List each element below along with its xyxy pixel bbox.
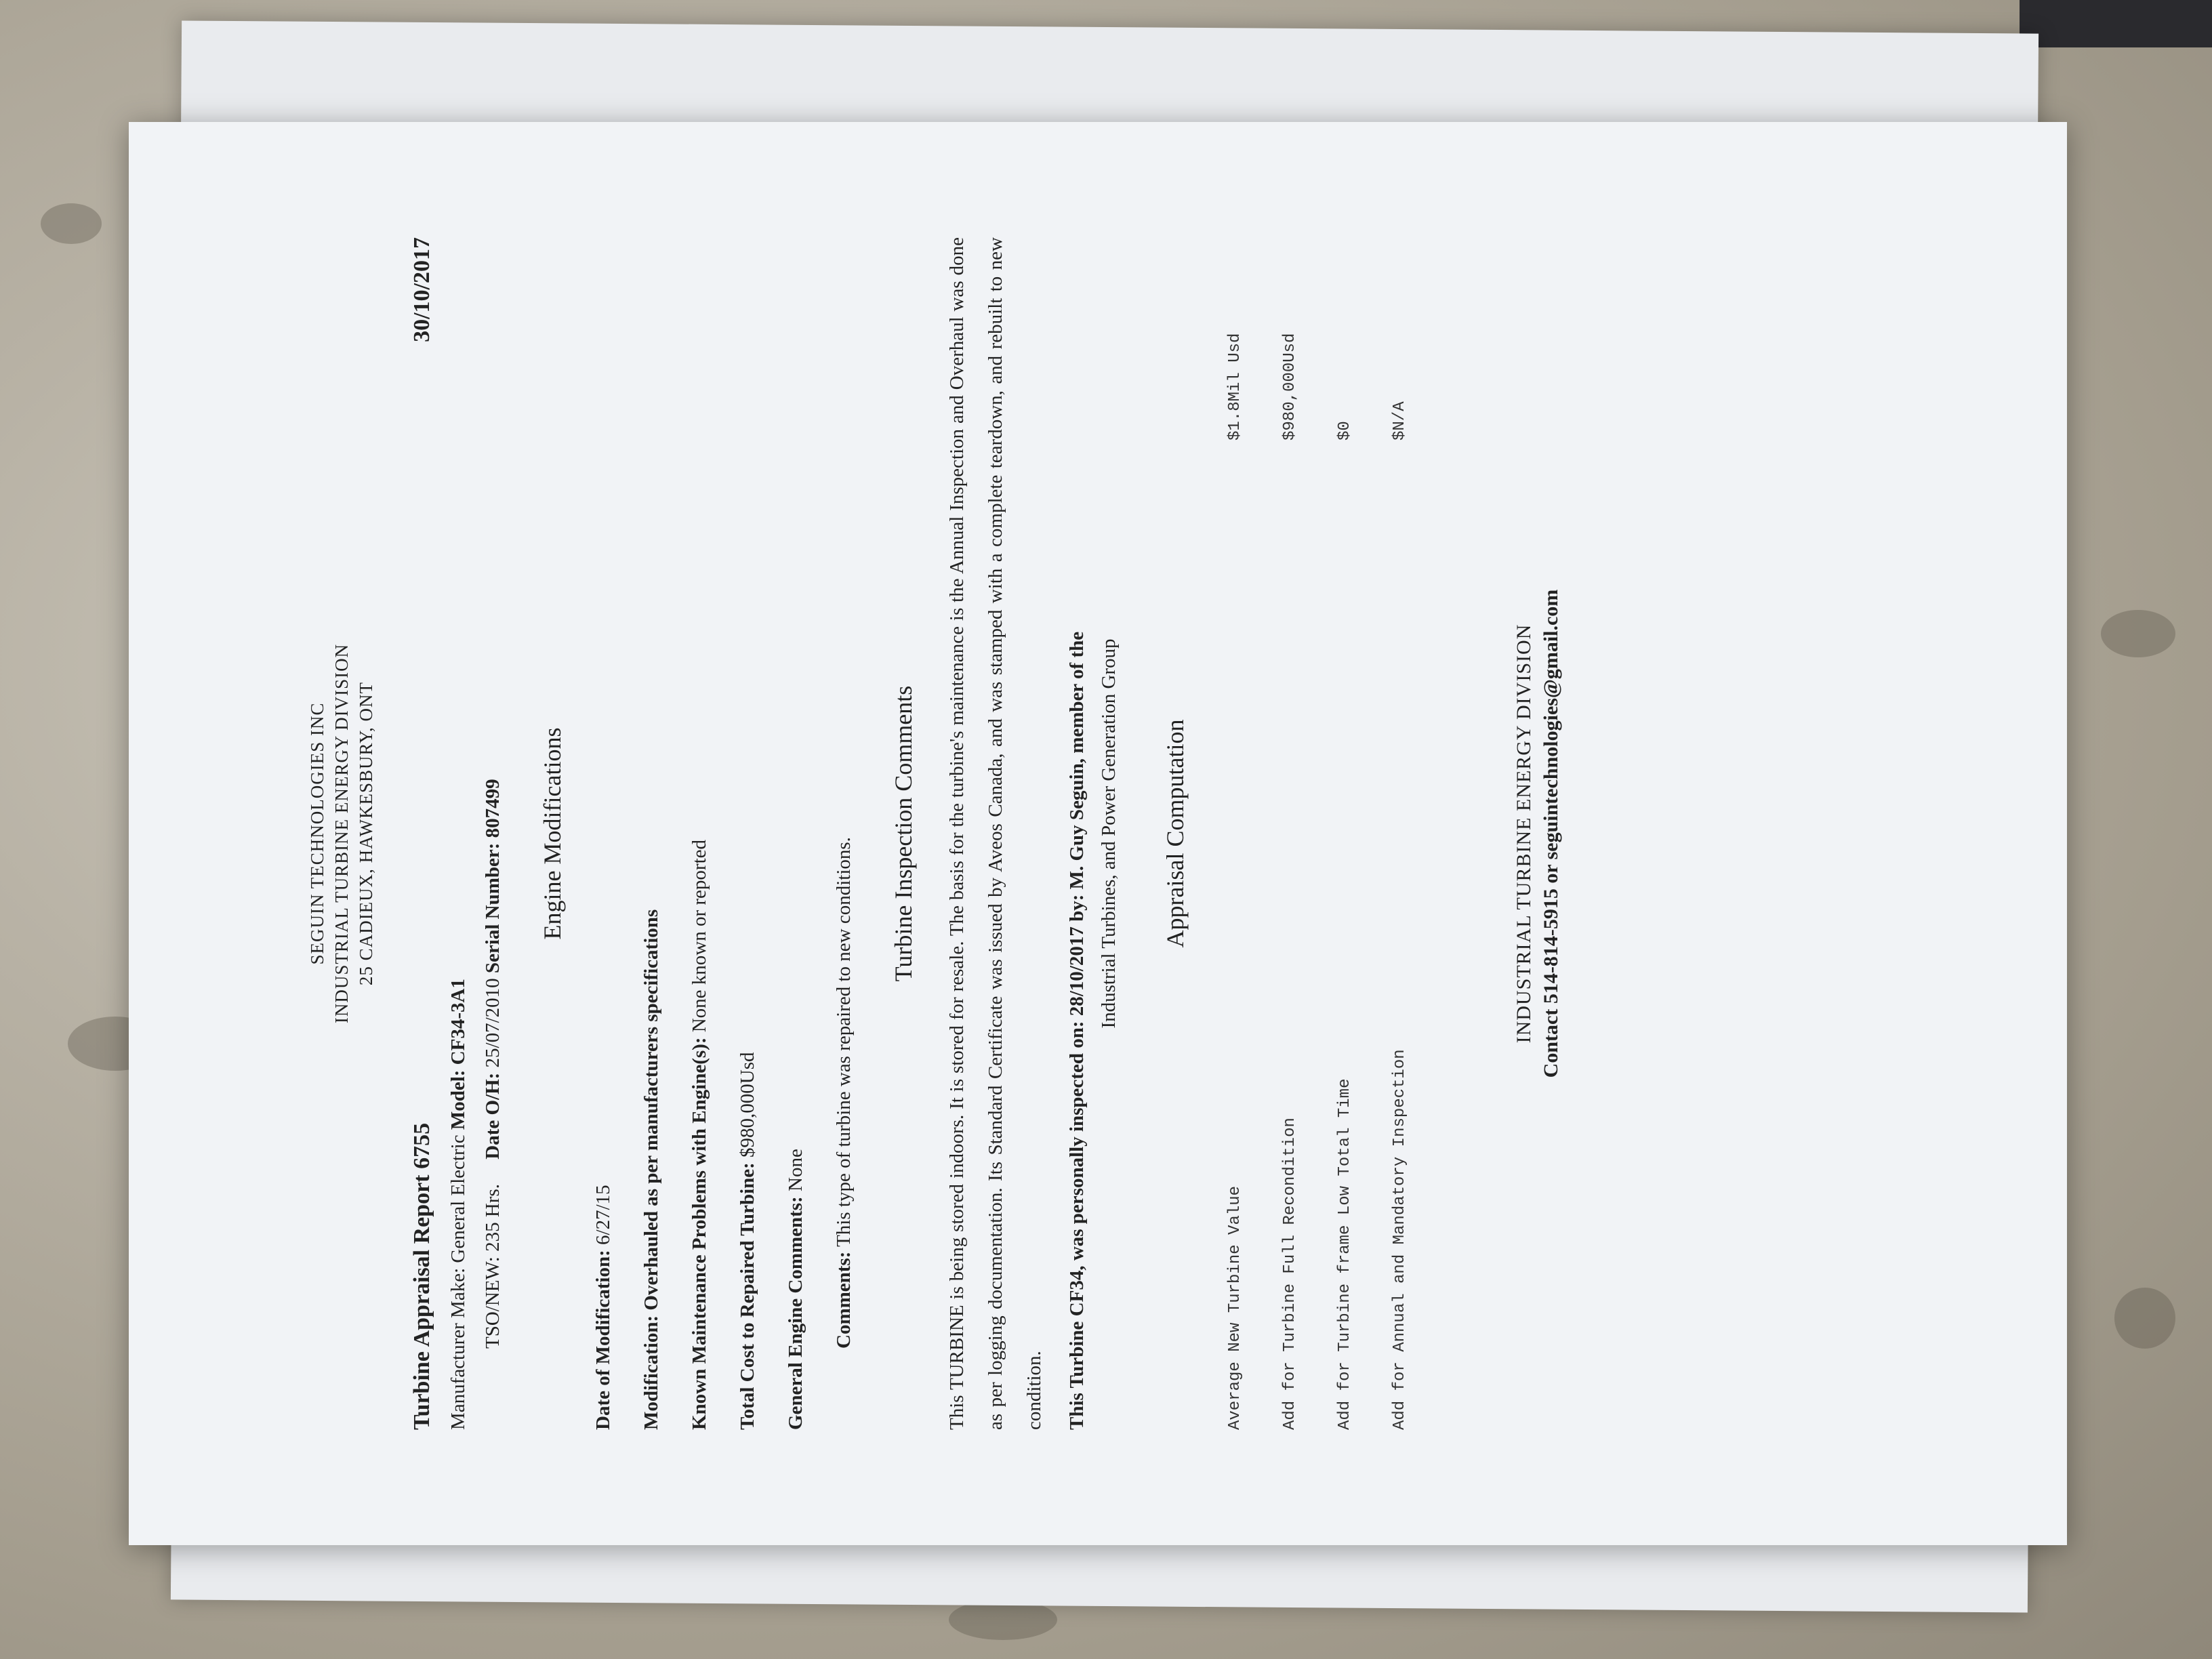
inspected-line: This Turbine CF34, was personally inspected on: 28/10/2017 by: M. Guy Seguin, member of the xyxy=(1066,631,1088,1430)
comments-value: This type of turbine was repaired to new conditions. xyxy=(833,837,855,1252)
tso-value: 235 Hrs. xyxy=(482,1184,504,1257)
serial-value: 807499 xyxy=(482,779,504,843)
rotated-page xyxy=(129,122,2067,1545)
appraisal-row-label: Add for Turbine frame Low Total Time xyxy=(1336,1078,1354,1430)
total-cost-line xyxy=(737,237,759,1430)
page-content xyxy=(129,122,2067,1545)
modification-value: Overhauled as per manufacturers specifications xyxy=(640,909,662,1315)
engine-modifications-heading: Engine Modifications xyxy=(539,727,566,940)
report-title: Turbine Appraisal Report 6755 xyxy=(409,1122,434,1430)
appraisal-heading: Appraisal Computation xyxy=(1162,719,1189,948)
total-cost-value: $980,000Usd xyxy=(737,1052,758,1163)
appraisal-row xyxy=(1336,237,1354,1430)
inspection-paragraph: This TURBINE is being stored indoors. It is stored for resale. The basis for the turbine's maintenance is the Annual Inspection and Overhaul was done as per logging documentation. Its Standard Certificate was issued by Aveos Canada, and was stamped with a complete teardown, and rebuilt to new condition. xyxy=(946,237,1045,1430)
appraisal-row xyxy=(1281,237,1299,1430)
model-value: CF34-3A1 xyxy=(447,979,469,1070)
manufacturer-label: Manufacturer Make: xyxy=(447,1267,469,1430)
manufacturer-value: General Electric xyxy=(447,1130,469,1268)
appraisal-row-value: $0 xyxy=(1336,421,1354,441)
appraisal-row-label: Add for Annual and Mandatory Inspection xyxy=(1391,1049,1409,1430)
countertop-speck xyxy=(2101,610,2175,657)
document-sheet xyxy=(129,122,2067,1545)
report-title-row xyxy=(409,237,435,1430)
company-name: SEGUIN TECHNOLOGIES INC xyxy=(307,702,327,965)
appraisal-row xyxy=(1226,237,1244,1430)
modification-line xyxy=(640,237,663,1430)
total-cost-label: Total Cost to Repaired Turbine: xyxy=(737,1162,758,1430)
division-name: INDUSTRIAL TURBINE ENERGY DIVISION xyxy=(331,643,352,1024)
appraisal-row-label: Average New Turbine Value xyxy=(1226,1185,1244,1430)
appraisal-row-value: $N/A xyxy=(1391,401,1409,441)
footer xyxy=(1511,237,1565,1430)
background-dark-corner xyxy=(2020,0,2212,47)
dateoh-value: 25/07/2010 xyxy=(482,973,504,1073)
inspected-line-continued: Industrial Turbines, and Power Generation Group xyxy=(1098,638,1120,1029)
appraisal-row-value: $1.8Mil Usd xyxy=(1226,333,1244,441)
maintenance-problems-label: Known Maintenance Problems with Engine(s): xyxy=(689,1037,710,1430)
modification-date-value: 6/27/15 xyxy=(592,1185,614,1250)
modification-label: Modification: xyxy=(640,1315,662,1430)
modification-date-line xyxy=(592,237,615,1430)
appraisal-row xyxy=(1391,237,1409,1430)
dateoh-label: Date O/H: xyxy=(482,1072,504,1160)
report-date: 30/10/2017 xyxy=(409,237,434,342)
appraisal-row-label: Add for Turbine Full Recondition xyxy=(1281,1118,1299,1430)
modification-date-label: Date of Modification: xyxy=(592,1250,614,1430)
countertop-speck xyxy=(41,203,102,244)
company-address: 25 CADIEUX, HAWKESBURY, ONT xyxy=(356,681,376,986)
manufacturer-line xyxy=(447,237,470,1430)
maintenance-problems-value: None known or reported xyxy=(689,839,710,1038)
inspection-heading: Turbine Inspection Comments xyxy=(890,685,917,982)
maintenance-problems-line xyxy=(689,237,711,1430)
letterhead xyxy=(305,237,378,1430)
appraisal-row-value: $980,000Usd xyxy=(1281,333,1299,441)
serial-label: Serial Number: xyxy=(482,842,504,974)
general-comments-line xyxy=(785,237,807,1430)
general-comments-label: General Engine Comments: xyxy=(785,1196,806,1430)
footer-contact: Contact 514-814-5915 or seguintechnologies@gmail.com xyxy=(1540,589,1562,1078)
general-comments-value: None xyxy=(785,1149,806,1197)
appraisal-table xyxy=(1226,237,1409,1430)
tso-label: TSO/NEW: xyxy=(482,1256,504,1349)
countertop-speck xyxy=(2114,1288,2175,1349)
tso-line xyxy=(482,237,504,1430)
comments-label: Comments: xyxy=(833,1251,855,1349)
model-label: Model: xyxy=(447,1069,469,1130)
comments-line xyxy=(833,237,855,1430)
footer-division: INDUSTRIAL TURBINE ENERGY DIVISION xyxy=(1513,623,1535,1044)
